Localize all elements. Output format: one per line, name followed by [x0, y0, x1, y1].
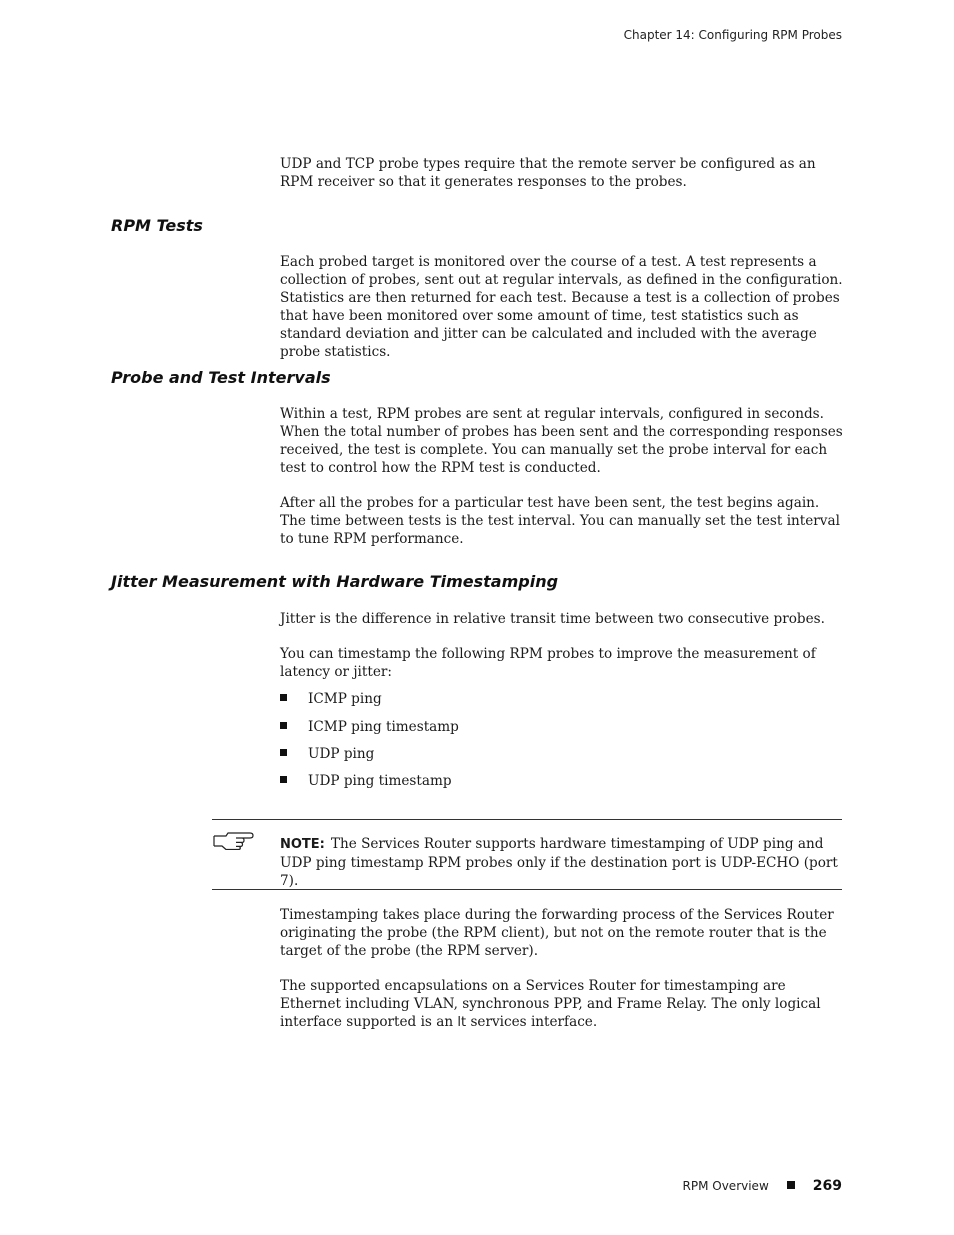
running-header: Chapter 14: Configuring RPM Probes: [623, 28, 842, 42]
list-item-label: ICMP ping timestamp: [308, 719, 459, 735]
rpm-tests-paragraph: Each probed target is monitored over the course of a test. A test represents a collection of probes, sent out at regular intervals, as defined in the configuration. Statistics are then returned for each test. Because a test is a collection of probes that have been monitored over some amount of time, test statistics such as standard deviation and jitter can be calculated and included with the average probe statistics.: [280, 254, 843, 360]
bullet-square-icon: [280, 722, 287, 729]
paragraph-4-end: services interface.: [466, 1014, 598, 1030]
jitter-paragraph-3: Timestamping takes place during the forwarding process of the Services Router originating the probe (the RPM client), but not on the remote router that is the target of the probe (the RPM server).: [280, 907, 834, 959]
list-item: [280, 772, 452, 790]
list-item-label: UDP ping timestamp: [308, 773, 452, 789]
paragraph-4-start: The supported encapsulations on a Services Router for timestamping are Ethernet including VLAN, synchronous PPP, and Frame Relay. The only logical interface supported is an: [280, 978, 821, 1030]
note-text: [280, 835, 843, 890]
bullet-square-icon: [280, 776, 287, 783]
note-bottom-rule: [212, 889, 842, 890]
list-item-label: UDP ping: [308, 746, 375, 762]
intervals-paragraph-2: After all the probes for a particular test have been sent, the test begins again. The time between tests is the test interval. You can manually set the test interval to tune RPM performance.: [280, 495, 840, 547]
heading-rpm-tests: RPM Tests: [111, 216, 203, 235]
pointing-hand-icon: [212, 828, 254, 850]
list-item: [280, 718, 459, 736]
intro-paragraph: UDP and TCP probe types require that the remote server be configured as an RPM receiver so that it generates responses to the probes.: [280, 156, 816, 190]
jitter-paragraph-2: You can timestamp the following RPM probes to improve the measurement of latency or jitter:: [280, 646, 816, 680]
list-item-label: ICMP ping: [308, 691, 382, 707]
intervals-paragraph-1: Within a test, RPM probes are sent at regular intervals, configured in seconds. When the total number of probes has been sent and the corresponding responses received, the test is complete. You can manually set the probe interval for each test to control how the RPM test is conducted.: [280, 406, 843, 476]
note-top-rule: [212, 819, 842, 820]
heading-jitter-measurement: Jitter Measurement with Hardware Timestamping: [111, 572, 559, 591]
jitter-paragraph-4: [280, 977, 843, 1032]
note-label: NOTE:: [280, 837, 325, 852]
note-body: The Services Router supports hardware timestamping of UDP ping and UDP ping timestamp RPM probes only if the destination port is UDP-ECHO (port 7).: [280, 836, 838, 889]
heading-probe-test-intervals: Probe and Test Intervals: [111, 368, 331, 387]
list-item: [280, 745, 374, 763]
page-number: 269: [812, 1178, 842, 1194]
interface-term: lt: [457, 1015, 467, 1030]
bullet-square-icon: [280, 749, 287, 756]
list-item: [280, 690, 382, 708]
footer-square-icon: [787, 1181, 795, 1189]
bullet-square-icon: [280, 694, 287, 701]
footer-section-name: RPM Overview: [682, 1179, 769, 1193]
jitter-paragraph-1: Jitter is the difference in relative transit time between two consecutive probes.: [280, 611, 825, 627]
running-footer: [683, 1178, 842, 1194]
